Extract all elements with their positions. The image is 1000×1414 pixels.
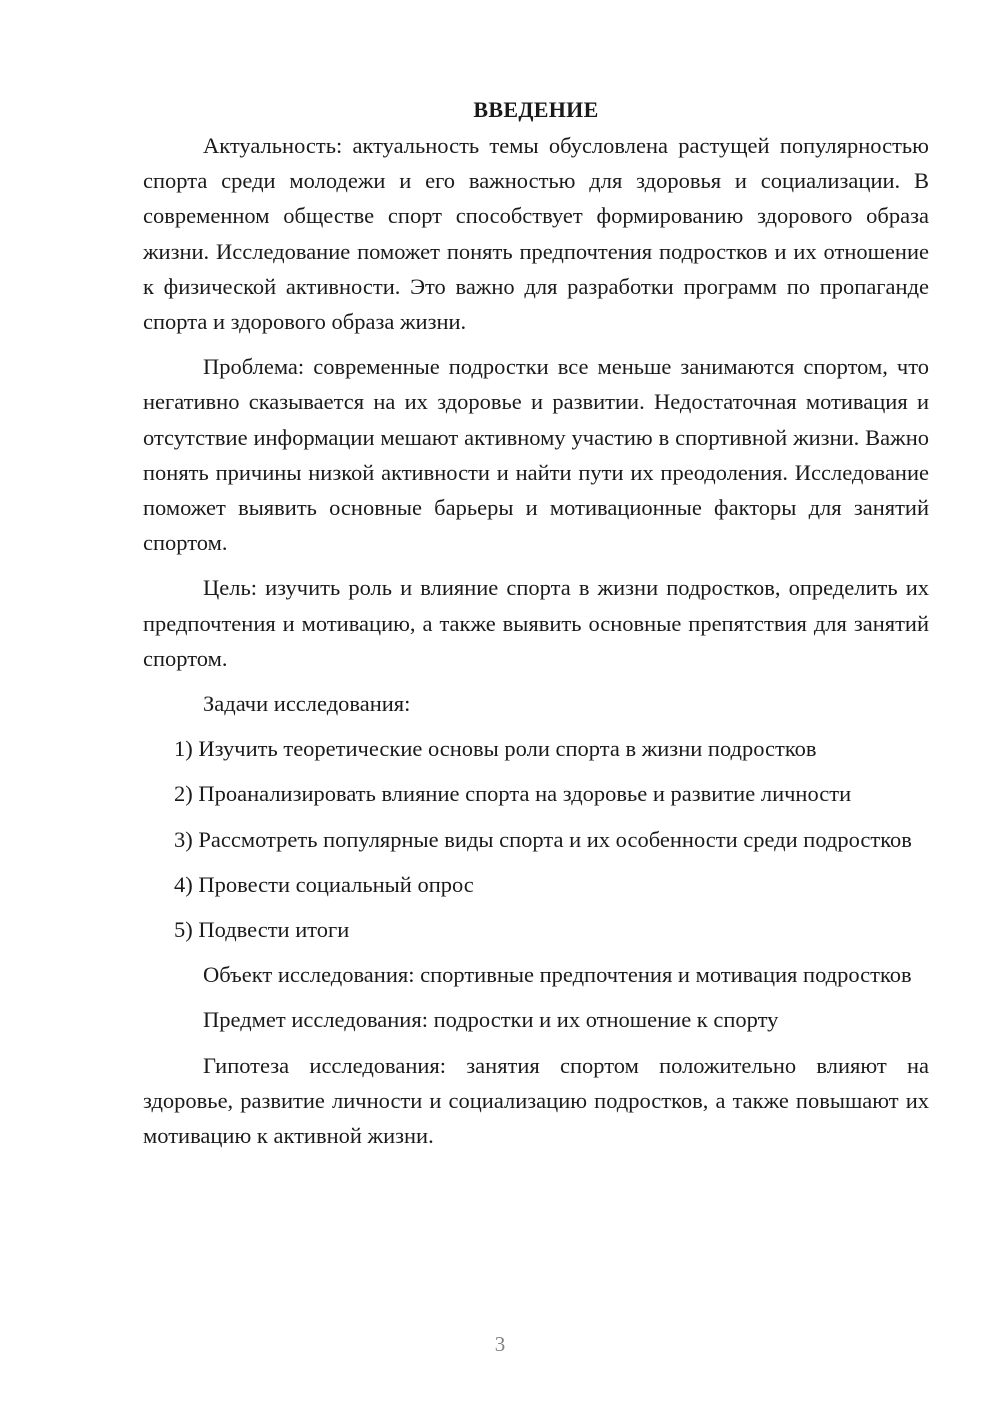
task-item: 4) Провести социальный опрос: [174, 871, 474, 897]
document-page: [143, 92, 929, 1163]
tasks-heading: Задачи исследования:: [203, 691, 411, 717]
task-item: 3) Рассмотреть популярные виды спорта и их особенности среди подростков: [174, 826, 912, 852]
relevance-paragraph: Актуальность: актуальность темы обусловлена растущей популярностью спорта среди молодежи и его важностью для здоровья и социализации. В современном обществе спорт способствует формированию здорового образа жизни. Исследование поможет понять предпочтения подростков и их отношение к физической активности. Это важно для разработки программ по пропаганде спорта и здорового образа жизни.: [143, 133, 929, 335]
task-item: 2) Проанализировать влияние спорта на здоровье и развитие личности: [174, 781, 852, 807]
task-item: 1) Изучить теоретические основы роли спорта в жизни подростков: [174, 736, 817, 762]
problem-paragraph: Проблема: современные подростки все меньше занимаются спортом, что негативно сказывается на их здоровье и развитии. Недостаточная мотивация и отсутствие информации мешают активному участию в спортивной жизни. Важно понять причины низкой активности и найти пути их преодоления. Исследование поможет выявить основные барьеры и мотивационные факторы для занятий спортом.: [143, 354, 929, 556]
page-number: 3: [494, 1332, 506, 1356]
object-paragraph: Объект исследования: спортивные предпочтения и мотивация подростков: [203, 962, 912, 988]
task-item: 5) Подвести итоги: [174, 917, 350, 943]
goal-paragraph: Цель: изучить роль и влияние спорта в жизни подростков, определить их предпочтения и мотивацию, а также выявить основные препятствия для занятий спортом.: [143, 575, 929, 671]
hypothesis-paragraph: Гипотеза исследования: занятия спортом положительно влияют на здоровье, развитие личности и социализацию подростков, а также повышают их мотивацию к активной жизни.: [143, 1052, 929, 1149]
section-title: ВВЕДЕНИЕ: [473, 97, 599, 122]
subject-paragraph: Предмет исследования: подростки и их отношение к спорту: [203, 1007, 779, 1033]
